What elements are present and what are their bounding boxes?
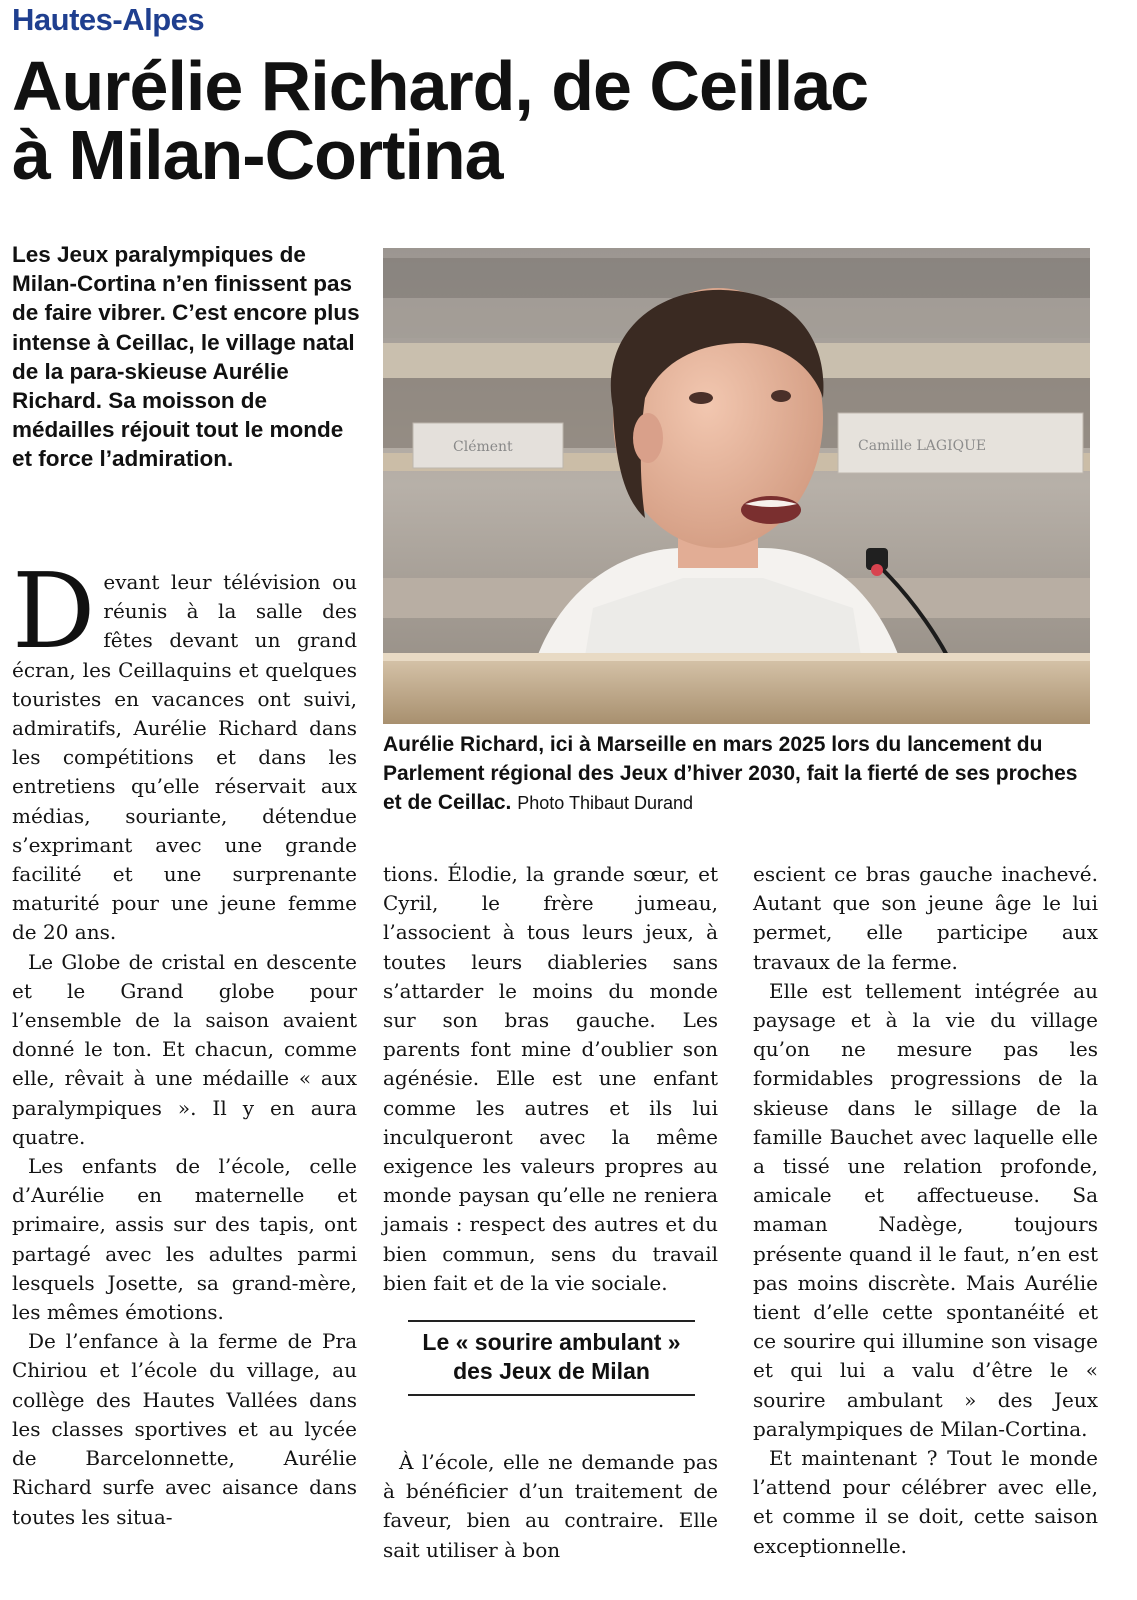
article-column-1 [12, 550, 357, 1532]
drop-cap: D [12, 550, 96, 672]
paragraph-6: À l’école, elle ne demande pas à bénéficier d’un traitement de faveur, bien au contraire. Elle sait utiliser à bon [383, 1450, 718, 1562]
article-column-3 [753, 860, 1098, 1561]
intertitle: Le « sourire ambulant » des Jeux de Milan [408, 1320, 695, 1396]
paragraph-9: Et maintenant ? Tout le monde l’attend pour célébrer avec elle, et comme il se doit, cette saison exceptionnelle. [753, 1446, 1098, 1558]
paragraph-4: De l’enfance à la ferme de Pra Chiriou et l’école du village, au collège des Hautes Vallées dans les classes sportives et au lycée de Barcelonnette, Aurélie Richard surfe avec aisance dans toutes les situa- [12, 1329, 357, 1529]
lead-paragraph: Les Jeux paralympiques de Milan-Cortina n’en finissent pas de faire vibrer. C’est encore plus intense à Ceillac, le village natal de la para-skieuse Aurélie Richard. Sa moisson de médailles réjouit tout le monde et force l’admiration. [12, 242, 360, 472]
caption-text: Aurélie Richard, ici à Marseille en mars 2025 lors du lancement du Parlement régional des Jeux d’hiver 2030, fait la fierté de ses proches et de Ceillac. [383, 733, 1078, 814]
headline-line-1: Aurélie Richard, de Ceillac [12, 47, 869, 125]
photo-caption [383, 730, 1098, 818]
headline-line-2: à Milan-Cortina [12, 116, 503, 194]
nameplate-left-text: Clément [453, 439, 513, 455]
photo-credit: Photo Thibaut Durand [517, 793, 694, 813]
paragraph-1-text: evant leur télévision ou réunis à la salle des fêtes devant un grand écran, les Ceillaquins et quelques touristes en vacances ont suivi, admiratifs, Aurélie Richard dans les compétitions et dans les entretiens qu’elle réservait aux médias, souriante, détendue s’exprimant avec une grande facilité et une surprenante maturité pour une jeune femme de 20 ans. [12, 570, 357, 945]
paragraph-1 [12, 550, 357, 948]
paragraph-5: tions. Élodie, la grande sœur, et Cyril, le frère jumeau, l’associent à tous leurs jeux, à toutes leurs diableries sans s’attarder le moins du monde sur son bras gauche. Les parents font mine d’oublier son agénésie. Elle est une enfant comme les autres et ils lui inculqueront avec la même exigence les valeurs propres au monde paysan qu’elle ne reniera jamais : respect des autres et du bien commun, sens du travail bien fait et de la vie sociale. [383, 862, 718, 1295]
paragraph-2: Le Globe de cristal en descente et le Grand globe pour l’ensemble de la saison avaient donné le ton. Et chacun, comme elle, rêvait à une médaille « aux paralympiques ». Il y en aura quatre. [12, 949, 357, 1149]
article-column-2-bottom [383, 1448, 718, 1565]
nameplate-right-text: Camille LAGIQUE [858, 438, 987, 454]
article-column-2 [383, 860, 718, 1298]
paragraph-7: escient ce bras gauche inachevé. Autant que son jeune âge le lui permet, elle participe aux travaux de la ferme. [753, 862, 1098, 974]
article-photo [383, 248, 1090, 724]
paragraph-8: Elle est tellement intégrée au paysage et à la vie du village qu’on ne mesure pas les formidables progressions de la skieuse dans le sillage de la famille Bauchet avec laquelle elle a tissé une relation profonde, amicale et affectueuse. Sa maman Nadège, toujours présente quand il le faut, n’en est pas moins discrète. Mais Aurélie tient d’elle cette spontanéité et ce sourire qui illumine son visage et qui lui a valu d’être le « sourire ambulant » des Jeux paralympiques de Milan-Cortina. [753, 978, 1098, 1441]
headline [12, 47, 1112, 194]
section-rubric: Hautes-Alpes [12, 2, 205, 37]
paragraph-3: Les enfants de l’école, celle d’Aurélie en maternelle et primaire, assis sur des tapis, ont partagé avec les adultes parmi lesquels Josette, sa grand-mère, les mêmes émotions. [12, 1154, 357, 1325]
